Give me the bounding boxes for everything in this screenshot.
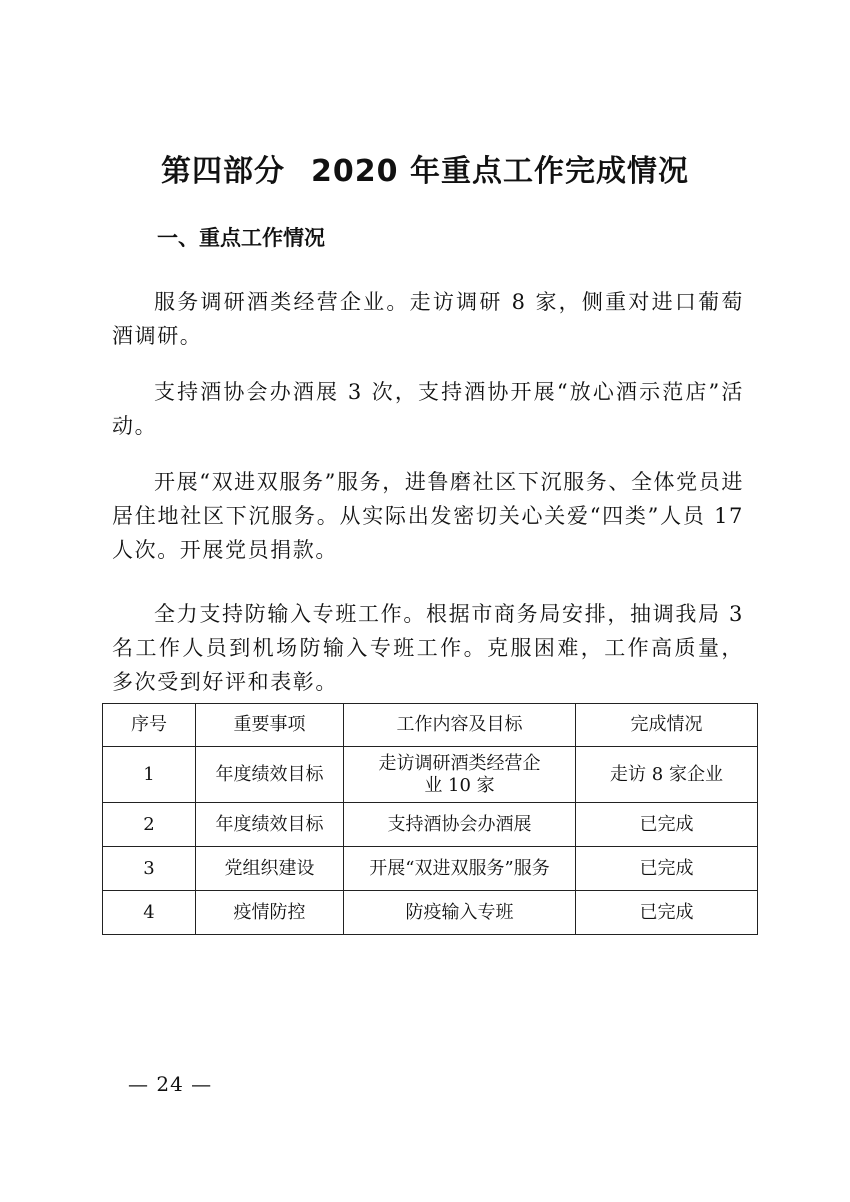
cell-index: 3: [103, 847, 196, 891]
header-index: 序号: [103, 704, 196, 747]
page-title: [0, 146, 850, 190]
cell-item: 疫情防控: [196, 891, 344, 935]
cell-item: 年度绩效目标: [196, 747, 344, 803]
cell-index: 2: [103, 803, 196, 847]
table-row: [103, 747, 758, 803]
page-title-part: 第四部分: [161, 154, 286, 189]
cell-content: 防疫输入专班: [344, 891, 576, 935]
paragraph-wine-association: 支持酒协会办酒展 3 次，支持酒协开展“放心酒示范店”活动。: [112, 380, 744, 438]
page-number: — 24 —: [128, 1072, 213, 1096]
paragraph-research: 服务调研酒类经营企业。走访调研 8 家，侧重对进口葡萄酒调研。: [112, 290, 744, 348]
cell-content: 开展“双进双服务”服务: [344, 847, 576, 891]
cell-content: 支持酒协会办酒展: [344, 803, 576, 847]
page-title-text: 2020 年重点工作完成情况: [311, 154, 689, 189]
cell-item: 党组织建设: [196, 847, 344, 891]
table-header-row: [103, 704, 758, 747]
cell-status: 走访 8 家企业: [576, 747, 758, 803]
cell-status: 已完成: [576, 803, 758, 847]
table-row: [103, 891, 758, 935]
cell-index: 1: [103, 747, 196, 803]
header-item: 重要事项: [196, 704, 344, 747]
cell-item: 年度绩效目标: [196, 803, 344, 847]
cell-content: 走访调研酒类经营企业 10 家: [344, 747, 576, 803]
table-row: [103, 803, 758, 847]
cell-index: 4: [103, 891, 196, 935]
cell-status: 已完成: [576, 891, 758, 935]
header-status: 完成情况: [576, 704, 758, 747]
header-content: 工作内容及目标: [344, 704, 576, 747]
table-row: [103, 847, 758, 891]
paragraph-double-service: 开展“双进双服务”服务，进鲁磨社区下沉服务、全体党员进居住地社区下沉服务。从实际出发密切关心关爱“四类”人员 17 人次。开展党员捐款。: [112, 470, 744, 562]
section-heading: 一、重点工作情况: [157, 226, 325, 250]
task-table: [102, 703, 758, 935]
cell-status: 已完成: [576, 847, 758, 891]
paragraph-epidemic-prevention: 全力支持防输入专班工作。根据市商务局安排，抽调我局 3 名工作人员到机场防输入专班工作。克服困难，工作高质量，多次受到好评和表彰。: [112, 602, 744, 694]
